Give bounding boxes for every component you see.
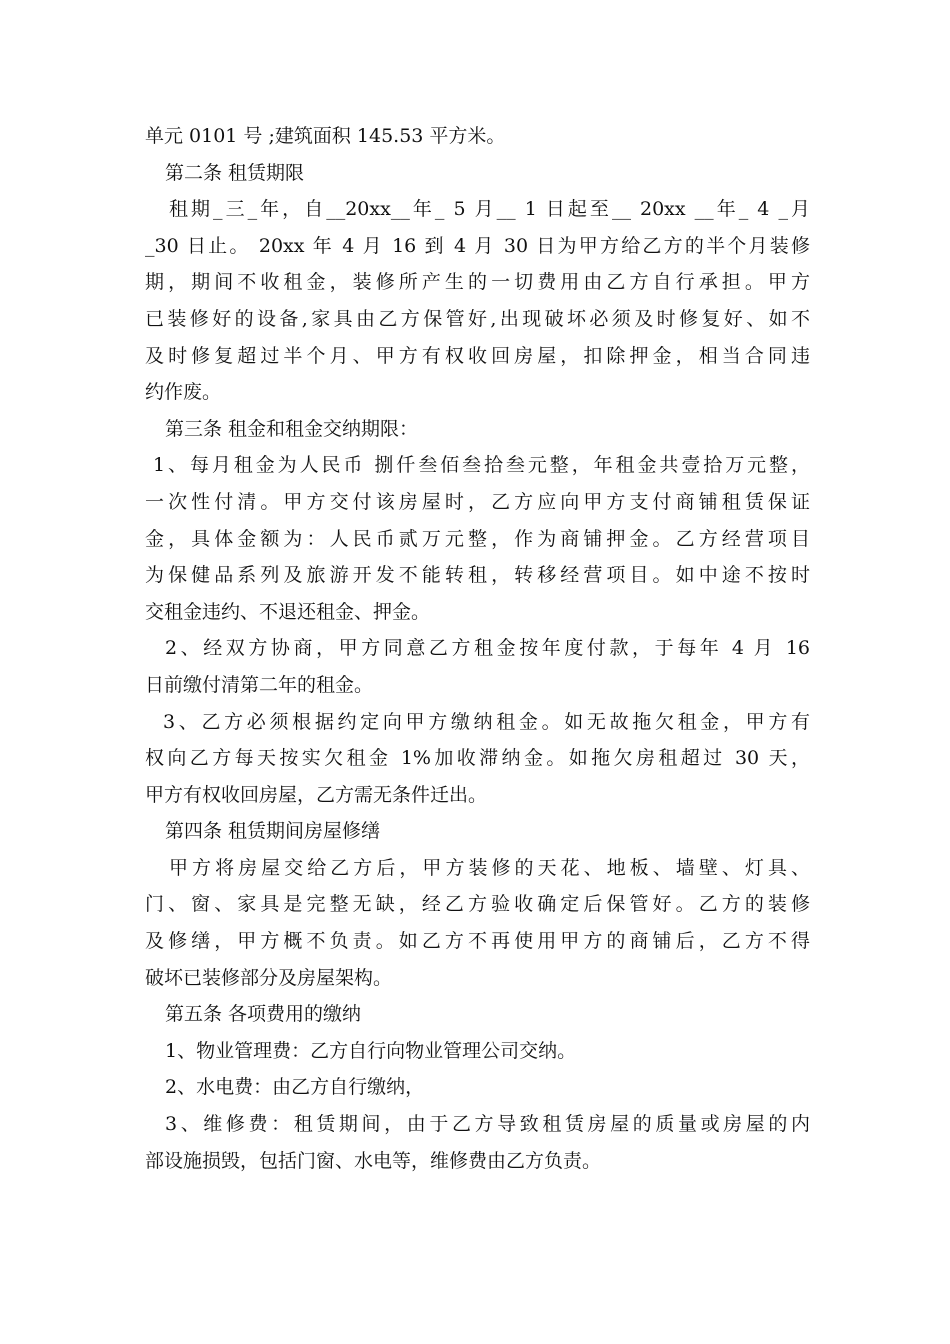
document-line: 交租金违约、不退还租金、押金。 (145, 600, 431, 623)
document-page (145, 118, 810, 1179)
document-line: 门、窗、家具是完整无缺，经乙方验收确定后保管好。乙方的装修 (145, 893, 810, 916)
document-line: 约作废。 (145, 381, 222, 404)
document-line: 日前缴付清第二年的租金。 (145, 673, 374, 696)
document-line: 期，期间不收租金，装修所产生的一切费用由乙方自行承担。甲方 (145, 271, 810, 294)
document-line: 2、经双方协商，甲方同意乙方租金按年度付款，于每年 4 月 16 (165, 637, 810, 660)
document-line: 租期_三_年，自__20xx__年_ 5 月__ 1 日起至__ 20xx __年_ 4 _月 (169, 198, 810, 221)
document-line: 权向乙方每天按实欠租金 1%加收滞纳金。如拖欠房租超过 30 天， (145, 747, 810, 770)
document-line: 金，具体金额为：人民币贰万元整，作为商铺押金。乙方经营项目 (145, 527, 810, 550)
document-line: 第二条 租赁期限 (165, 161, 305, 184)
document-line: 甲方将房屋交给乙方后，甲方装修的天花、地板、墙壁、灯具、 (169, 856, 810, 879)
document-line: _30 日止。 20xx 年 4 月 16 到 4 月 30 日为甲方给乙方的半个月装修 (145, 234, 810, 257)
document-line: 已装修好的设备,家具由乙方保管好,出现破坏必须及时修复好、如不 (145, 307, 810, 330)
document-line: 破坏已装修部分及房屋架构。 (145, 966, 393, 989)
document-line: 第五条 各项费用的缴纳 (165, 1003, 362, 1026)
document-line: 及修缮，甲方概不负责。如乙方不再使用甲方的商铺后，乙方不得 (145, 930, 810, 953)
document-line: 部设施损毁，包括门窗、水电等，维修费由乙方负责。 (145, 1149, 602, 1172)
document-line: 2、水电费：由乙方自行缴纳， (165, 1076, 425, 1099)
document-line: 第三条 租金和租金交纳期限： (165, 417, 419, 440)
document-line: 3、乙方必须根据约定向甲方缴纳租金。如无故拖欠租金，甲方有 (163, 710, 810, 733)
document-line: 为保健品系列及旅游开发不能转租，转移经营项目。如中途不按时 (145, 564, 810, 587)
document-line: 单元 0101 号 ;建筑面积 145.53 平方米。 (145, 125, 506, 147)
document-line: 一次性付清。甲方交付该房屋时，乙方应向甲方支付商铺租赁保证 (145, 490, 810, 513)
document-line: 及时修复超过半个月、甲方有权收回房屋，扣除押金，相当合同违 (145, 344, 810, 367)
document-line: 1、物业管理费：乙方自行向物业管理公司交纳。 (165, 1039, 577, 1062)
document-line: 第四条 租赁期间房屋修缮 (165, 820, 381, 843)
document-line: 1、每月租金为人民币 捌仟叁佰叁拾叁元整，年租金共壹拾万元整， (153, 454, 810, 477)
document-line: 3、维修费：租赁期间，由于乙方导致租赁房屋的质量或房屋的内 (165, 1113, 810, 1136)
document-line: 甲方有权收回房屋，乙方需无条件迁出。 (145, 783, 488, 806)
